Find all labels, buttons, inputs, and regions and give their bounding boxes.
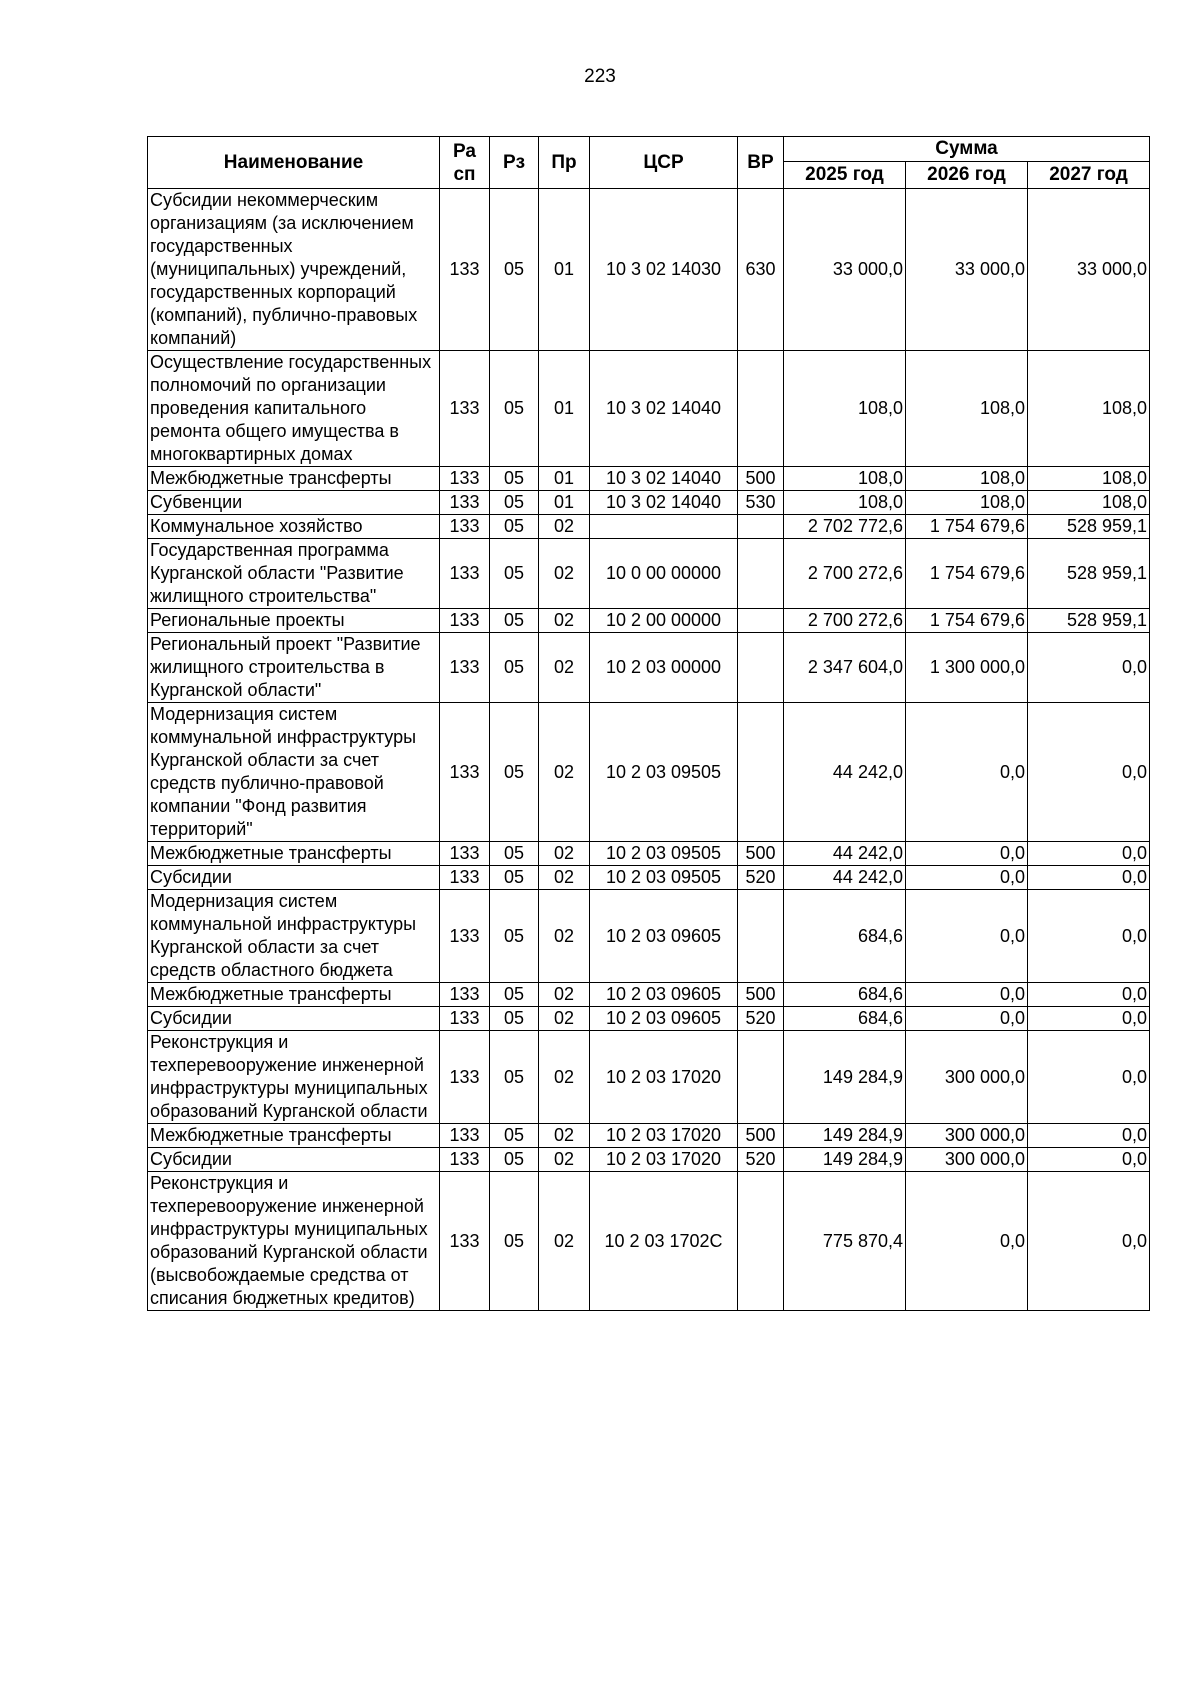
cell-csr: 10 2 03 00000 [590,633,738,703]
cell-2025: 108,0 [784,467,906,491]
cell-2027: 0,0 [1028,842,1150,866]
table-row [148,539,1150,609]
cell-name: Модернизация систем коммунальной инфраструктуры Курганской области за счет средств областного бюджета [148,890,440,983]
cell-vr: 500 [738,1124,784,1148]
cell-rasp: 133 [440,1172,490,1311]
table-row [148,467,1150,491]
cell-vr [738,1172,784,1311]
cell-pr: 02 [539,983,590,1007]
cell-rasp: 133 [440,1124,490,1148]
cell-2025: 775 870,4 [784,1172,906,1311]
cell-pr: 02 [539,866,590,890]
cell-2025: 149 284,9 [784,1148,906,1172]
cell-rz: 05 [490,633,539,703]
cell-rasp: 133 [440,1031,490,1124]
cell-name: Субсидии [148,866,440,890]
table-row [148,1148,1150,1172]
cell-vr [738,351,784,467]
cell-pr: 02 [539,1124,590,1148]
cell-pr: 01 [539,351,590,467]
table-row [148,1172,1150,1311]
cell-2026: 0,0 [906,703,1028,842]
cell-pr: 02 [539,1031,590,1124]
cell-rz: 05 [490,1031,539,1124]
table-row [148,842,1150,866]
cell-vr [738,890,784,983]
cell-pr: 02 [539,1007,590,1031]
cell-2025: 684,6 [784,1007,906,1031]
cell-vr [738,539,784,609]
cell-rz: 05 [490,1172,539,1311]
cell-rz: 05 [490,491,539,515]
cell-2027: 0,0 [1028,890,1150,983]
cell-pr: 02 [539,890,590,983]
table-row [148,609,1150,633]
cell-name: Субвенции [148,491,440,515]
cell-2027: 0,0 [1028,703,1150,842]
table-row [148,890,1150,983]
cell-vr [738,609,784,633]
cell-2027: 0,0 [1028,1007,1150,1031]
header-sum: Сумма [784,137,1150,162]
cell-2027: 108,0 [1028,491,1150,515]
cell-rasp: 133 [440,539,490,609]
cell-pr: 02 [539,703,590,842]
cell-vr: 520 [738,1007,784,1031]
budget-table [147,136,1150,1311]
cell-2026: 300 000,0 [906,1124,1028,1148]
cell-rz: 05 [490,866,539,890]
cell-rasp: 133 [440,866,490,890]
cell-vr: 530 [738,491,784,515]
cell-rasp: 133 [440,1007,490,1031]
table-row [148,1124,1150,1148]
cell-pr: 02 [539,633,590,703]
cell-2025: 2 700 272,6 [784,539,906,609]
cell-2026: 1 754 679,6 [906,539,1028,609]
cell-name: Межбюджетные трансферты [148,467,440,491]
cell-csr: 10 3 02 14040 [590,351,738,467]
cell-rasp: 133 [440,491,490,515]
cell-csr [590,515,738,539]
cell-2025: 44 242,0 [784,703,906,842]
table-row [148,351,1150,467]
cell-rz: 05 [490,351,539,467]
header-2025: 2025 год [784,162,906,189]
cell-csr: 10 2 03 17020 [590,1031,738,1124]
cell-rz: 05 [490,539,539,609]
header-2026: 2026 год [906,162,1028,189]
cell-2026: 108,0 [906,351,1028,467]
cell-2026: 0,0 [906,866,1028,890]
cell-rasp: 133 [440,1148,490,1172]
cell-2027: 0,0 [1028,1124,1150,1148]
table-row [148,633,1150,703]
header-pr: Пр [539,137,590,189]
cell-2027: 0,0 [1028,866,1150,890]
cell-rz: 05 [490,609,539,633]
cell-pr: 02 [539,842,590,866]
header-csr: ЦСР [590,137,738,189]
cell-2025: 108,0 [784,351,906,467]
cell-2027: 108,0 [1028,351,1150,467]
cell-name: Региональный проект "Развитие жилищного строительства в Курганской области" [148,633,440,703]
cell-rasp: 133 [440,842,490,866]
cell-csr: 10 0 00 00000 [590,539,738,609]
cell-pr: 02 [539,515,590,539]
cell-pr: 01 [539,189,590,351]
cell-2026: 0,0 [906,1007,1028,1031]
cell-rasp: 133 [440,890,490,983]
cell-name: Межбюджетные трансферты [148,842,440,866]
cell-2025: 44 242,0 [784,842,906,866]
cell-csr: 10 2 03 09605 [590,983,738,1007]
cell-name: Модернизация систем коммунальной инфраструктуры Курганской области за счет средств публично-правовой компании "Фонд развития территорий" [148,703,440,842]
cell-pr: 02 [539,609,590,633]
cell-2027: 0,0 [1028,633,1150,703]
cell-2026: 300 000,0 [906,1031,1028,1124]
cell-csr: 10 3 02 14040 [590,491,738,515]
cell-csr: 10 2 00 00000 [590,609,738,633]
cell-rasp: 133 [440,983,490,1007]
cell-rasp: 133 [440,515,490,539]
cell-csr: 10 2 03 09505 [590,842,738,866]
table-row [148,703,1150,842]
cell-2025: 684,6 [784,983,906,1007]
cell-2026: 0,0 [906,890,1028,983]
header-vr: ВР [738,137,784,189]
cell-vr: 500 [738,467,784,491]
cell-rasp: 133 [440,189,490,351]
cell-vr: 500 [738,983,784,1007]
cell-rasp: 133 [440,703,490,842]
cell-2027: 528 959,1 [1028,515,1150,539]
table-header [148,137,1150,189]
cell-rz: 05 [490,467,539,491]
header-2027: 2027 год [1028,162,1150,189]
cell-name: Межбюджетные трансферты [148,983,440,1007]
cell-csr: 10 2 03 09505 [590,866,738,890]
cell-2025: 33 000,0 [784,189,906,351]
cell-pr: 02 [539,539,590,609]
cell-csr: 10 2 03 09605 [590,890,738,983]
table-row [148,983,1150,1007]
cell-2025: 149 284,9 [784,1124,906,1148]
table-row [148,491,1150,515]
header-rz: Рз [490,137,539,189]
cell-csr: 10 2 03 1702С [590,1172,738,1311]
cell-rz: 05 [490,515,539,539]
cell-2026: 108,0 [906,491,1028,515]
cell-name: Государственная программа Курганской области "Развитие жилищного строительства" [148,539,440,609]
cell-rz: 05 [490,189,539,351]
cell-2026: 0,0 [906,842,1028,866]
cell-vr: 630 [738,189,784,351]
cell-pr: 01 [539,467,590,491]
cell-2027: 528 959,1 [1028,539,1150,609]
cell-vr [738,1031,784,1124]
page-number: 223 [584,66,616,87]
cell-2027: 33 000,0 [1028,189,1150,351]
header-rasp: Ра сп [440,137,490,189]
header-name: Наименование [148,137,440,189]
cell-rz: 05 [490,1007,539,1031]
cell-2026: 0,0 [906,1172,1028,1311]
cell-rz: 05 [490,983,539,1007]
table-row [148,515,1150,539]
cell-2026: 1 754 679,6 [906,515,1028,539]
cell-rz: 05 [490,703,539,842]
cell-name: Региональные проекты [148,609,440,633]
cell-2027: 108,0 [1028,467,1150,491]
table-row [148,866,1150,890]
cell-pr: 01 [539,491,590,515]
cell-name: Осуществление государственных полномочий по организации проведения капитального ремонта общего имущества в многоквартирных домах [148,351,440,467]
cell-csr: 10 2 03 09605 [590,1007,738,1031]
cell-2026: 1 754 679,6 [906,609,1028,633]
cell-rasp: 133 [440,467,490,491]
cell-2027: 0,0 [1028,1148,1150,1172]
cell-2025: 684,6 [784,890,906,983]
cell-rz: 05 [490,1148,539,1172]
cell-vr [738,515,784,539]
cell-vr: 520 [738,866,784,890]
cell-vr: 500 [738,842,784,866]
cell-rz: 05 [490,842,539,866]
cell-2026: 0,0 [906,983,1028,1007]
cell-rz: 05 [490,890,539,983]
cell-rasp: 133 [440,633,490,703]
cell-2026: 33 000,0 [906,189,1028,351]
cell-2025: 149 284,9 [784,1031,906,1124]
cell-rz: 05 [490,1124,539,1148]
cell-vr [738,703,784,842]
cell-csr: 10 2 03 09505 [590,703,738,842]
cell-2027: 0,0 [1028,1031,1150,1124]
table-row [148,189,1150,351]
cell-2026: 1 300 000,0 [906,633,1028,703]
cell-name: Реконструкция и техперевооружение инженерной инфраструктуры муниципальных образований Курганской области [148,1031,440,1124]
cell-2025: 2 347 604,0 [784,633,906,703]
cell-csr: 10 3 02 14040 [590,467,738,491]
cell-name: Субсидии [148,1148,440,1172]
cell-vr: 520 [738,1148,784,1172]
cell-rasp: 133 [440,609,490,633]
cell-2027: 0,0 [1028,1172,1150,1311]
cell-pr: 02 [539,1148,590,1172]
cell-2027: 0,0 [1028,983,1150,1007]
cell-2026: 300 000,0 [906,1148,1028,1172]
cell-2025: 44 242,0 [784,866,906,890]
table-row [148,1007,1150,1031]
cell-csr: 10 2 03 17020 [590,1148,738,1172]
cell-name: Межбюджетные трансферты [148,1124,440,1148]
cell-2026: 108,0 [906,467,1028,491]
cell-2025: 2 700 272,6 [784,609,906,633]
cell-name: Коммунальное хозяйство [148,515,440,539]
cell-name: Субсидии некоммерческим организациям (за исключением государственных (муниципальных) учреждений, государственных корпораций (компаний), публично-правовых компаний) [148,189,440,351]
table-row [148,1031,1150,1124]
cell-rasp: 133 [440,351,490,467]
cell-2027: 528 959,1 [1028,609,1150,633]
cell-name: Субсидии [148,1007,440,1031]
cell-2025: 2 702 772,6 [784,515,906,539]
cell-2025: 108,0 [784,491,906,515]
cell-name: Реконструкция и техперевооружение инженерной инфраструктуры муниципальных образований Курганской области (высвобождаемые средства от списания бюджетных кредитов) [148,1172,440,1311]
cell-vr [738,633,784,703]
table-body [148,189,1150,1311]
cell-csr: 10 3 02 14030 [590,189,738,351]
cell-pr: 02 [539,1172,590,1311]
cell-csr: 10 2 03 17020 [590,1124,738,1148]
